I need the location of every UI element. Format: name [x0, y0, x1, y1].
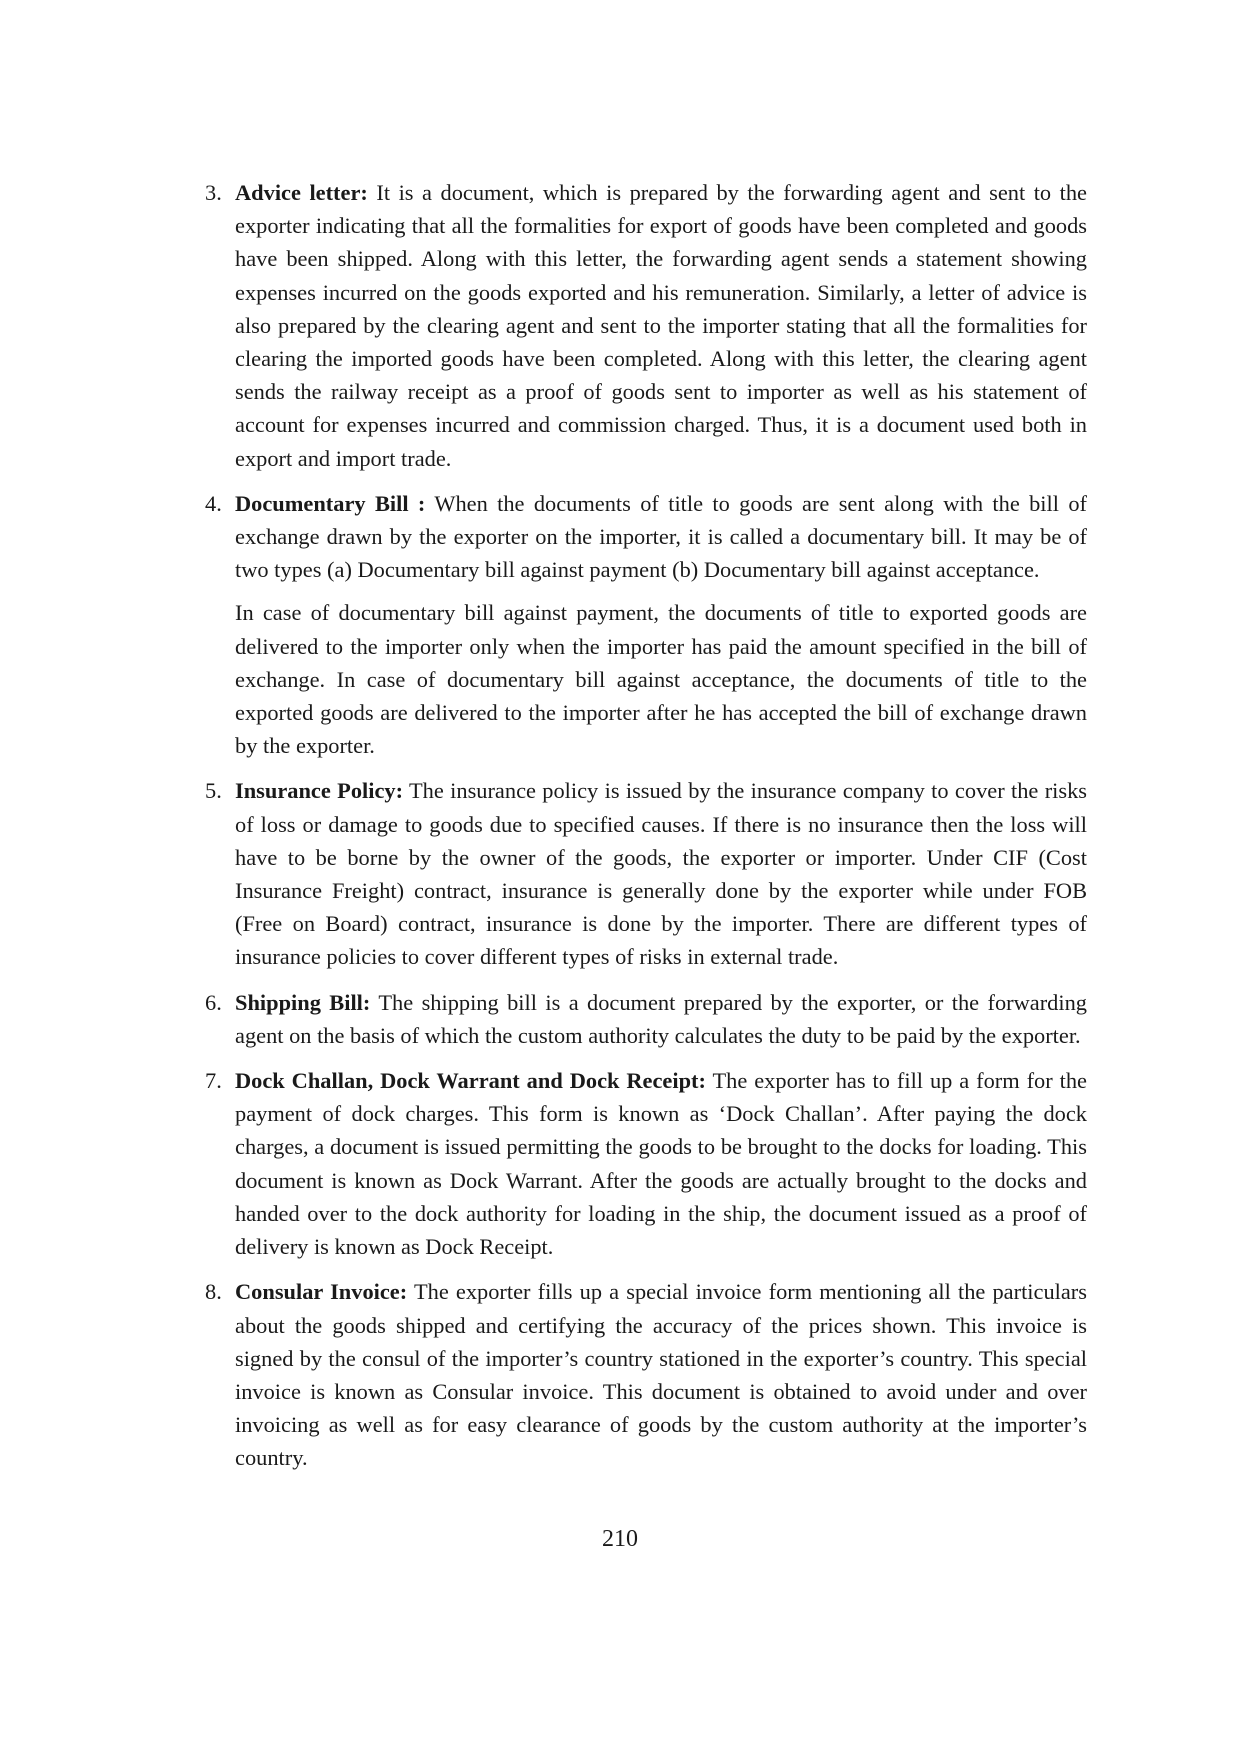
- item-paragraph: [235, 1064, 1087, 1263]
- item-number: 8.: [205, 1279, 222, 1305]
- item-number: 5.: [205, 778, 222, 804]
- item-text: When the documents of title to goods are sent along with the bill of exchange drawn by the exporter on the importer, it is called a documentary bill. It may be of two types (a) Documentary bill against payment (b) Documentary bill against acceptance.: [235, 490, 1087, 583]
- list-item-consular-invoice: [207, 1275, 1087, 1474]
- item-term: Consular Invoice:: [235, 1279, 408, 1305]
- item-term: Advice letter:: [235, 180, 368, 205]
- item-term: Dock Challan, Dock Warrant and Dock Receipt:: [235, 1068, 706, 1094]
- item-text: The insurance policy is issued by the insurance company to cover the risks of loss or damage to goods due to specified causes. If there is no insurance then the loss will have to be borne by the owner of the goods, the exporter or importer. Under CIF (Cost Insurance Freight) contract, insurance is generally done by the exporter while under FOB (Free on Board) contract, insurance is done by the importer. There are different types of insurance policies to cover different types of risks in external trade.: [235, 778, 1087, 970]
- page-content: [207, 176, 1087, 1487]
- item-text: It is a document, which is prepared by the forwarding agent and sent to the exporter indicating that all the formalities for export of goods have been completed and goods have been shipped. Along with this letter, the forwarding agent sends a statement showing expenses incurred on the goods exported and his remuneration. Similarly, a letter of advice is also prepared by the clearing agent and sent to the importer stating that all the formalities for clearing the imported goods have been completed. Along with this letter, the clearing agent sends the railway receipt as a proof of goods sent to importer as well as his statement of account for expenses incurred and commission charged. Thus, it is a document used both in export and import trade.: [235, 180, 1087, 471]
- item-text: In case of documentary bill against payment, the documents of title to exported goods are delivered to the importer only when the importer has paid the amount specified in the bill of exchange. In case of documentary bill against acceptance, the documents of title to the exported goods are delivered to the importer after he has accepted the bill of exchange drawn by the exporter.: [235, 600, 1087, 759]
- list-item-documentary-bill: [207, 487, 1087, 763]
- item-paragraph-continued: [235, 596, 1087, 762]
- list-item-insurance-policy: [207, 774, 1087, 973]
- list-item-dock-challan: [207, 1064, 1087, 1263]
- item-paragraph: [235, 774, 1087, 973]
- item-paragraph: [235, 1275, 1087, 1474]
- item-text: The shipping bill is a document prepared by the exporter, or the forwarding agent on the basis of which the custom authority calculates the duty to be paid by the exporter.: [235, 989, 1087, 1048]
- item-text: The exporter has to fill up a form for the payment of dock charges. This form is known as ‘Dock Challan’. After paying the dock charges, a document is issued permitting the goods to be brought to the docks for loading. This document is known as Dock Warrant. After the goods are actually brought to the docks and handed over to the dock authority for loading in the ship, the document issued as a proof of delivery is known as Dock Receipt.: [235, 1068, 1087, 1260]
- item-paragraph: [235, 487, 1087, 587]
- list-item-shipping-bill: [207, 986, 1087, 1052]
- list-item-advice-letter: [207, 176, 1087, 475]
- item-term: Documentary Bill :: [235, 490, 426, 516]
- item-number: 3.: [205, 180, 222, 205]
- item-number: 6.: [205, 989, 222, 1015]
- item-number: 4.: [205, 490, 222, 516]
- page-number: 210: [602, 1526, 638, 1552]
- item-paragraph: [235, 986, 1087, 1052]
- item-paragraph: [235, 176, 1087, 475]
- item-number: 7.: [205, 1068, 222, 1094]
- item-term: Shipping Bill:: [235, 989, 371, 1015]
- item-text: The exporter fills up a special invoice form mentioning all the particulars about the goods shipped and certifying the accuracy of the prices shown. This invoice is signed by the consul of the importer’s country stationed in the exporter’s country. This special invoice is known as Consular invoice. This document is obtained to avoid under and over invoicing as well as for easy clearance of goods by the custom authority at the importer’s country.: [235, 1279, 1087, 1471]
- item-term: Insurance Policy:: [235, 778, 404, 804]
